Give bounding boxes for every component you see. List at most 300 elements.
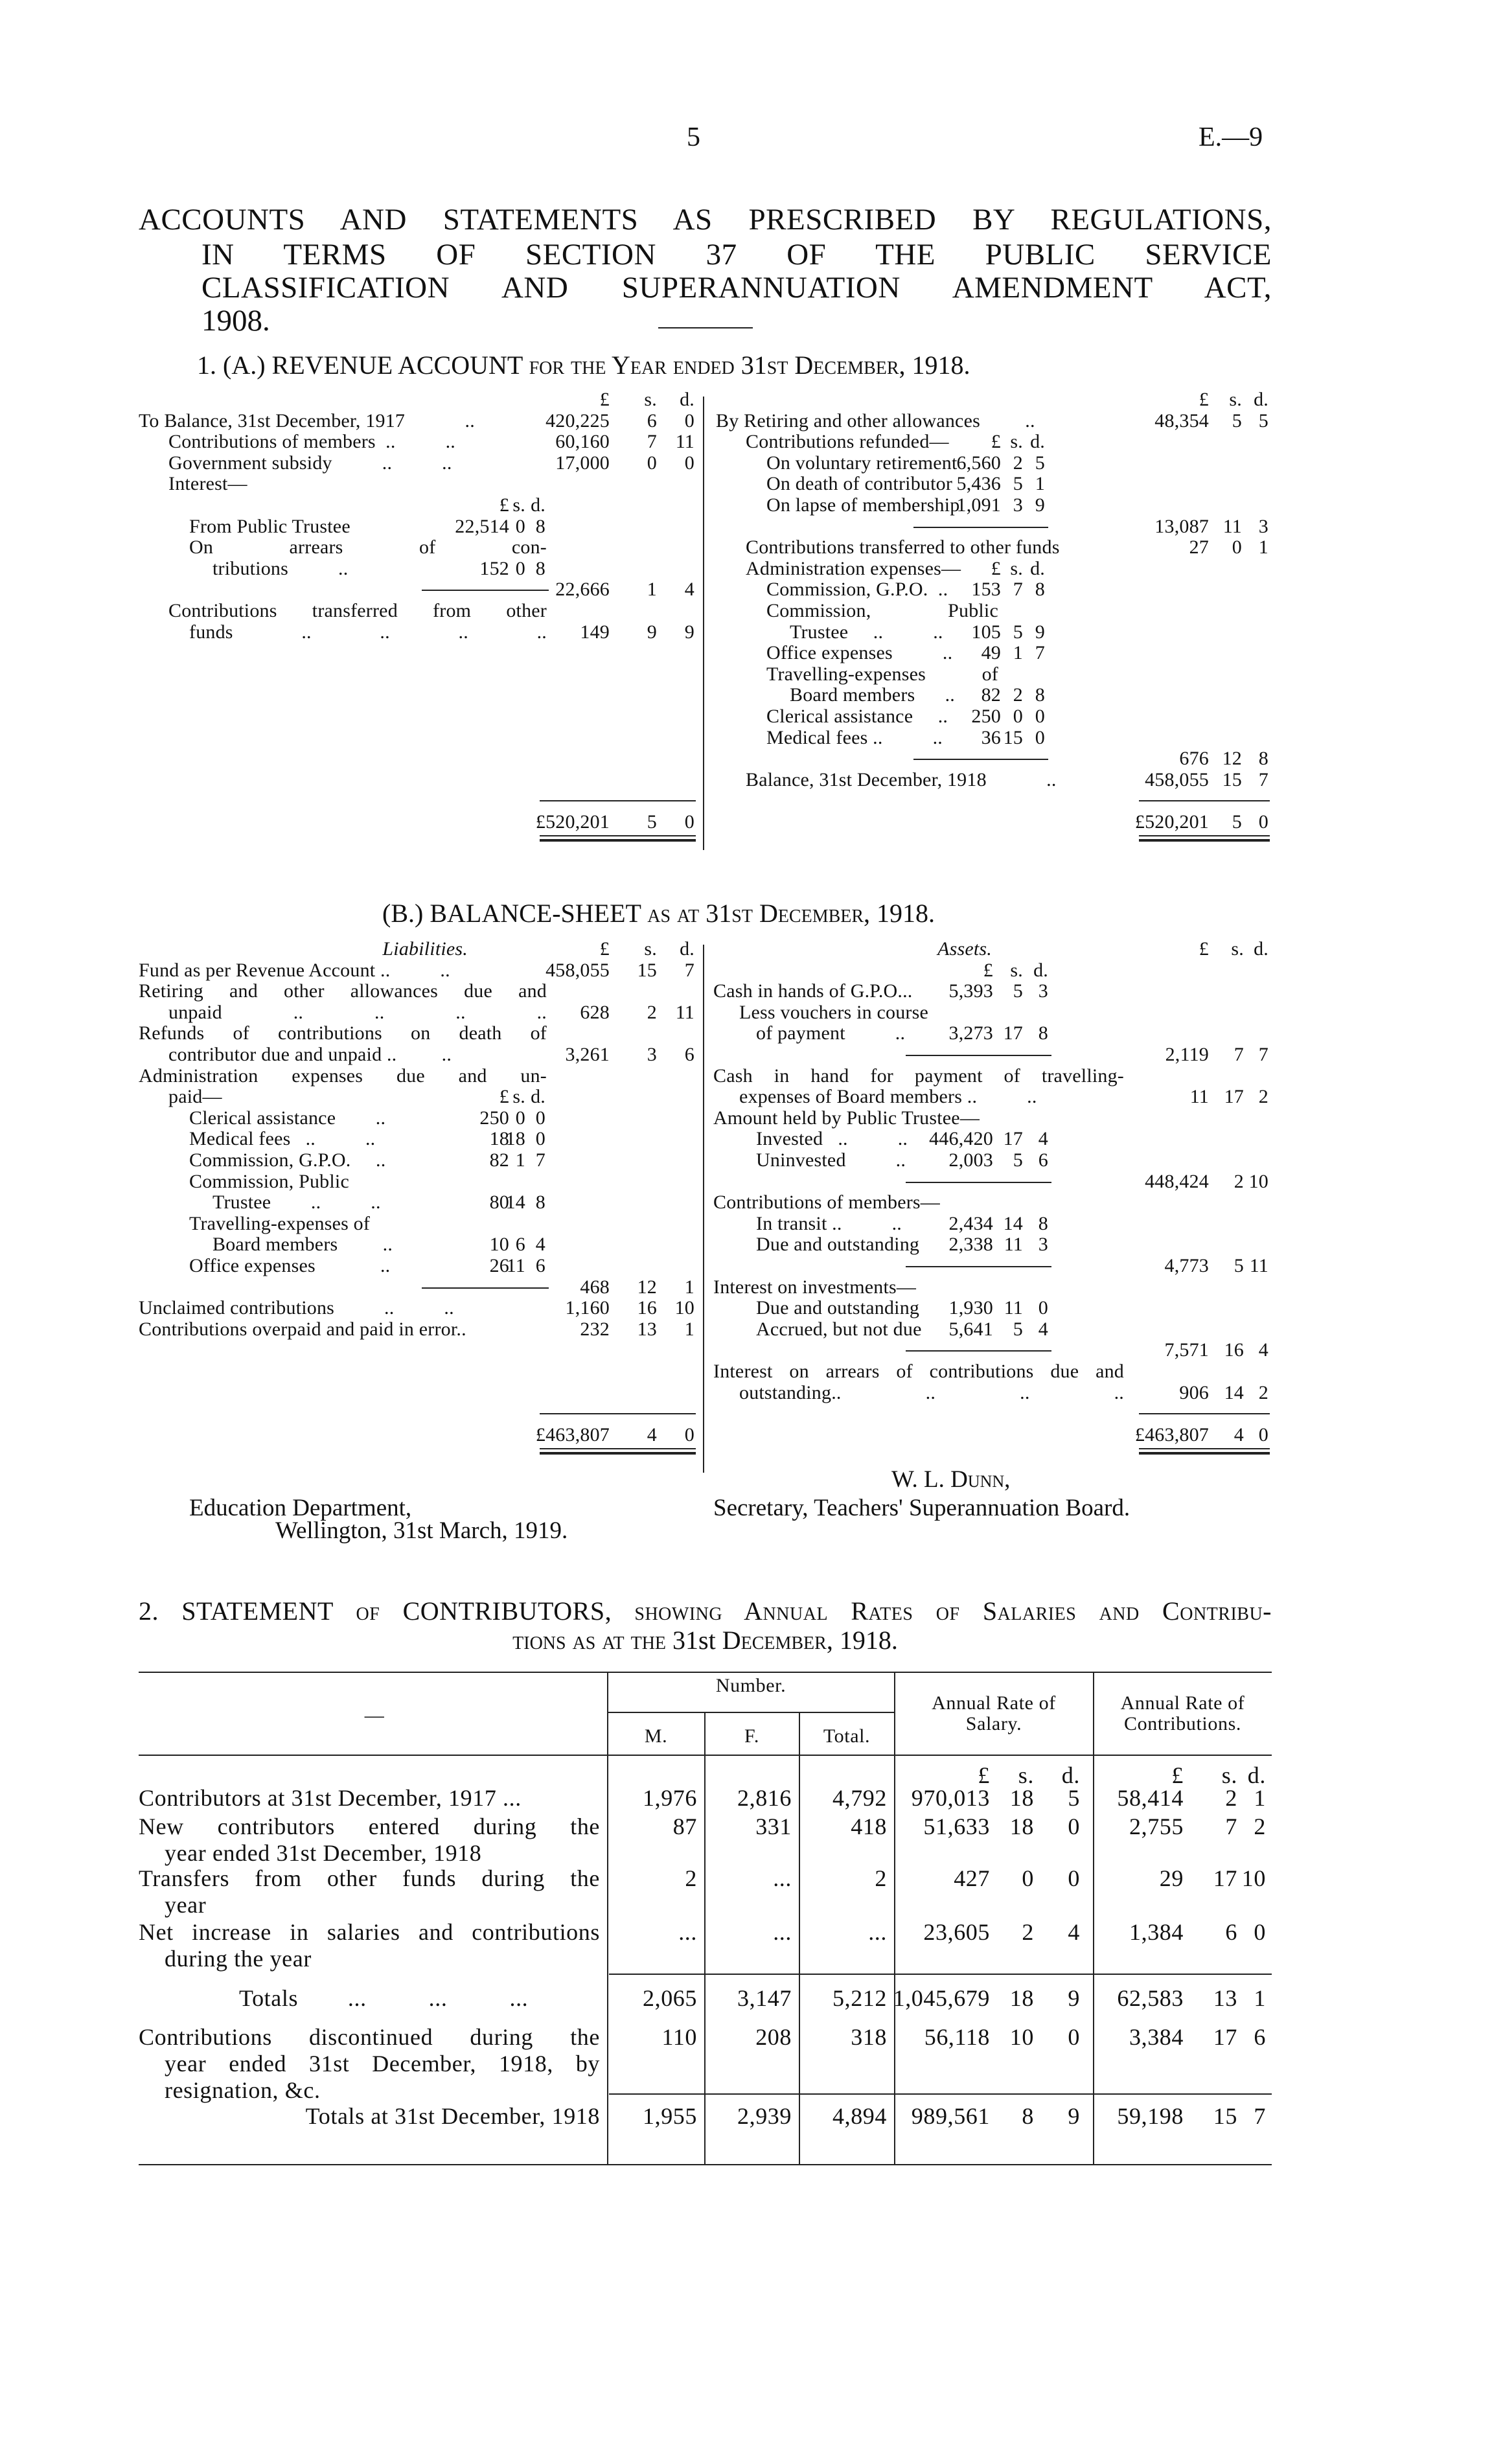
entry-label: Interest on arrears of contributions due and [713,1361,1124,1382]
amount-pounds: 13,087 [1154,515,1209,537]
sub-amount-shillings: s. [1010,557,1023,579]
entry-label: tributions .. [212,557,349,579]
amount-pence: 7 [684,959,694,981]
total-count: 2 [875,1865,887,1891]
salary-pounds: 970,013 [911,1785,990,1811]
male-count: 2 [685,1865,697,1891]
sub-amount-pounds: 2,003 [948,1149,993,1171]
sub-amount-pence: 9 [1035,494,1045,516]
contributors-table [139,0,1272,2203]
sub-amount-shillings: 11 [506,1255,525,1276]
contrib-shillings: 2 [1225,1785,1237,1811]
sub-amount-pence: 7 [535,1149,545,1171]
entry-label: Unclaimed contributions .. .. [139,1297,454,1319]
amount-pounds: 676 [1179,748,1209,770]
sub-amount-pounds: 22,514 [455,515,509,537]
header-male: M. [644,1725,668,1747]
amount-shillings: 6 [647,409,657,432]
amount-shillings: 2 [1234,1170,1244,1192]
total-pounds: £463,807 [1134,1423,1209,1445]
salary-pence: 5 [1068,1785,1080,1811]
sub-amount-pounds: 2,434 [948,1212,993,1234]
salary-shillings: 10 [1009,2024,1034,2050]
entry-label: Clerical assistance .. [766,706,948,727]
total-count: 418 [851,1813,887,1839]
entry-label: From Public Trustee [189,515,350,537]
sub-amount-pence: 8 [1035,579,1045,601]
place-date-line: Wellington, 31st March, 1919. [275,1517,568,1544]
signatory-name: W. L. Dunn, [891,1466,1011,1493]
amount-pence: d. [680,938,694,960]
sub-amount-shillings: 6 [515,1234,525,1256]
salary-pounds: 56,118 [924,2024,990,2050]
sub-amount-pounds: 18 [489,1128,509,1150]
male-count: 110 [661,2024,697,2050]
amount-pounds: £ [599,389,610,410]
salary-unit: d. [1061,1762,1080,1788]
row-label-line: Contributions discontinued during the [139,2024,600,2050]
sub-amount-pounds: £ [499,1086,509,1108]
sub-amount-pence: 1 [1035,473,1045,495]
table-bottom-rule [139,2164,1272,2165]
column-divider [799,1712,800,2164]
contrib-shillings: 6 [1225,1919,1237,1945]
sub-amount-pounds: £ [991,431,1001,453]
sub-amount-pounds: £ [991,557,1001,579]
sub-amount-pounds: 5,641 [948,1318,993,1340]
contrib-pounds: 2,755 [1129,1813,1184,1839]
amount-shillings: 5 [1234,1255,1244,1276]
subtotal-rule [609,1974,1272,1975]
statement-title-part: 2. STATEMENT [139,1596,356,1626]
amount-pounds: 628 [580,1001,610,1023]
female-count: ... [773,1919,792,1945]
entry-label: On death of contributor [766,473,953,495]
total-pounds: £520,201 [1134,811,1209,833]
sub-amount-shillings: 18 [505,1128,525,1150]
total-shillings: 5 [647,811,657,833]
row-label-line: Net increase in salaries and contributions [139,1919,600,1945]
sub-amount-pounds: 3,273 [948,1022,993,1044]
entry-label: contributor due and unpaid .. .. [168,1044,452,1065]
header-blank-dash: — [364,1705,385,1726]
amount-pence: 5 [1258,409,1268,432]
subtotal-rule [609,2093,1272,2095]
salary-shillings: 18 [1009,1813,1034,1839]
sub-amount-shillings: 11 [1004,1297,1023,1319]
amount-pounds: 906 [1179,1381,1209,1403]
sub-amount-shillings: 14 [1003,1212,1023,1234]
sub-amount-shillings: 5 [1013,621,1023,643]
amount-shillings: 9 [647,621,657,643]
entry-label: Due and outstanding [756,1234,920,1256]
entry-label: Retiring and other allowances due and [139,980,547,1002]
sub-amount-pence: d. [1030,557,1045,579]
sub-amount-pounds: 1,930 [948,1297,993,1319]
statement-title-part: showing Annual Rates of Salaries and Contribu- [634,1596,1272,1626]
sub-amount-shillings: s. [1010,431,1023,453]
amount-pounds: 27 [1189,536,1209,558]
sub-amount-pence: 0 [1038,1297,1048,1319]
sub-amount-pounds: 446,420 [929,1128,993,1150]
amount-shillings: s. [644,938,657,960]
amount-shillings: 7 [647,431,657,453]
amount-pounds: 4,773 [1164,1255,1209,1276]
salary-pounds: 23,605 [923,1919,990,1945]
sub-amount-pence: 0 [535,1128,545,1150]
sub-amount-pence: d. [531,494,545,516]
revenue-heading-sub: for the Year ended 31st December, 1918. [529,351,970,380]
sub-amount-pence: 3 [1038,1234,1048,1256]
header-contrib-1: Annual Rate of [1120,1692,1245,1714]
female-count: 2,939 [737,2103,792,2129]
amount-pence: 10 [674,1297,694,1319]
salary-pounds: 989,561 [911,2103,990,2129]
entry-label: Interest— [168,473,247,495]
salary-pounds: 427 [954,1865,990,1891]
column-caption: Assets. [937,938,992,960]
sub-amount-shillings: 3 [1013,494,1023,516]
column-caption: Liabilities. [382,938,468,960]
entry-label: Commission, Public [189,1170,349,1192]
report-code: E.—9 [1199,122,1263,152]
page-number: 5 [687,122,700,152]
contrib-pounds: 62,583 [1117,1985,1184,2011]
contrib-unit: £ [1171,1762,1184,1788]
amount-pounds: £ [1199,938,1209,960]
amount-pounds: 458,055 [1145,768,1209,790]
entry-label: Contributions refunded— [746,431,949,453]
table-top-rule [139,1672,1272,1673]
title-line-1: ACCOUNTS AND STATEMENTS AS PRESCRIBED BY REGULATIONS, [139,203,1272,236]
sub-amount-shillings: 0 [1013,706,1023,727]
amount-pounds: 468 [580,1276,610,1298]
entry-label: Cash in hands of G.P.O... [713,980,913,1002]
amount-pounds: 22,666 [555,579,610,601]
sub-amount-pounds: 6,560 [956,452,1001,474]
amount-shillings: 0 [647,452,657,474]
sub-amount-shillings: 11 [1004,1234,1023,1256]
amount-pence: 3 [1258,515,1268,537]
amount-pence: 9 [684,621,694,643]
amount-pounds: 458,055 [545,959,610,981]
contrib-unit: s. [1221,1762,1237,1788]
total-shillings: 4 [1234,1423,1244,1445]
header-total: Total. [823,1725,871,1747]
total-pence: 0 [1258,811,1268,833]
male-count: 1,955 [643,2103,697,2129]
salary-shillings: 18 [1009,1985,1034,2011]
amount-pounds: 48,354 [1154,409,1209,432]
entry-label: Invested .. .. [756,1128,908,1150]
male-count: 2,065 [643,1985,697,2011]
amount-shillings: 11 [1222,515,1242,537]
amount-shillings: 16 [1224,1339,1244,1361]
sub-amount-shillings: s. [512,1086,525,1108]
sub-amount-pounds: 5,436 [956,473,1001,495]
sub-amount-pence: 4 [535,1234,545,1256]
contrib-pence: 10 [1241,1865,1266,1891]
statement-title-part: CONTRIBUTORS, [380,1596,635,1626]
entry-label: Administration expenses— [746,557,961,579]
row-label-line: Contributors at 31st December, 1917 ... [139,1785,522,1811]
entry-label: On arrears of con- [189,536,547,558]
amount-pence: d. [1254,938,1268,960]
contrib-pence: 1 [1254,1785,1266,1811]
sub-amount-shillings: 7 [1013,579,1023,601]
sub-amount-shillings: 17 [1003,1128,1023,1150]
entry-label: Contributions transferred from other [168,600,547,621]
amount-pence: 11 [1249,1255,1268,1276]
contrib-pence: 7 [1254,2103,1266,2129]
sub-amount-shillings: 14 [505,1192,525,1214]
amount-pence: 11 [675,1001,694,1023]
sub-amount-pounds: 250 [479,1107,509,1129]
sub-amount-pence: 0 [1035,726,1045,748]
entry-label: Trustee .. .. [212,1192,381,1214]
entry-label: Uninvested .. [756,1149,906,1171]
sub-amount-shillings: 5 [1013,1149,1023,1171]
amount-pounds: 232 [580,1318,610,1340]
header-salary-2: Salary. [965,1713,1022,1734]
sub-amount-shillings: 2 [1013,452,1023,474]
entry-label: Less vouchers in course [739,1001,929,1023]
amount-shillings: 12 [1222,748,1242,770]
amount-pounds: £ [1199,389,1209,410]
amount-pence: 0 [684,452,694,474]
entry-label: paid— [168,1086,222,1108]
contrib-pence: 0 [1254,1919,1266,1945]
amount-pence: 1 [684,1276,694,1298]
amount-shillings: s. [1229,389,1242,410]
entry-label: Office expenses .. [189,1255,391,1276]
sub-amount-pounds: 82 [489,1149,509,1171]
balance-heading-sub: as at 31st December, 1918. [647,899,935,928]
sub-amount-shillings: 2 [1013,684,1023,706]
sub-amount-pence: 7 [1035,642,1045,664]
amount-pounds: 420,225 [545,409,610,432]
amount-shillings: 15 [1222,768,1242,790]
sub-amount-pounds: 152 [479,557,509,579]
salary-pence: 0 [1068,1865,1080,1891]
statement-title-part: tions as at the [512,1626,667,1655]
amount-shillings: 17 [1224,1086,1244,1108]
entry-label: Contributions of members .. .. [168,431,455,453]
amount-shillings: 14 [1224,1381,1244,1403]
row-label-line: Transfers from other funds during the [139,1865,600,1891]
amount-pounds: 7,571 [1164,1339,1209,1361]
sub-amount-shillings: 0 [515,1107,525,1129]
amount-shillings: 5 [1232,409,1242,432]
amount-pence: 7 [1258,1044,1268,1065]
entry-label: Board members .. [790,684,955,706]
total-count: 4,894 [832,2103,887,2129]
salary-shillings: 8 [1022,2103,1034,2129]
amount-pence: 2 [1258,1381,1268,1403]
entry-label: By Retiring and other allowances .. [716,409,1035,432]
entry-label: Commission, G.P.O. .. [766,579,948,601]
female-count: ... [773,1865,792,1891]
contrib-shillings: 7 [1225,1813,1237,1839]
entry-label: of payment .. [756,1022,906,1044]
amount-pounds: 2,119 [1165,1044,1209,1065]
salary-pence: 9 [1068,1985,1080,2011]
sub-amount-shillings: s. [1010,959,1023,981]
entry-label: Balance, 31st December, 1918 .. [746,768,1057,790]
sub-amount-pence: 6 [1038,1149,1048,1171]
amount-shillings: 0 [1232,536,1242,558]
entry-label: Commission, Public [766,600,998,621]
title-line-2: IN TERMS OF SECTION 37 OF THE PUBLIC SERVICE [201,238,1272,271]
header-female: F. [744,1725,759,1747]
entry-label: Travelling-expenses of [189,1212,371,1234]
row-label-line: year ended 31st December, 1918, by [165,2051,600,2077]
total-pence: 0 [1258,1423,1268,1445]
amount-pounds: 17,000 [555,452,610,474]
salary-unit: £ [978,1762,990,1788]
header-salary-1: Annual Rate of [932,1692,1056,1714]
entry-label: Refunds of contributions on death of [139,1022,547,1044]
salary-unit: s. [1018,1762,1034,1788]
sub-amount-pounds: 105 [971,621,1001,643]
amount-pence: 4 [684,579,694,601]
total-count: 4,792 [832,1785,887,1811]
column-divider [704,1712,706,2164]
contrib-pounds: 59,198 [1117,2103,1184,2129]
sub-amount-pence: 0 [1035,706,1045,727]
row-label-line: resignation, &c. [165,2077,321,2103]
entry-label: Administration expenses due and un- [139,1065,547,1087]
total-shillings: 5 [1232,811,1242,833]
header-number: Number. [715,1675,786,1696]
title-line-3: CLASSIFICATION AND SUPERANNUATION AMENDMENT ACT, [201,271,1272,305]
amount-pence: 0 [684,409,694,432]
amount-shillings: 15 [637,959,657,981]
entry-label: Trustee .. .. [790,621,943,643]
salary-pence: 0 [1068,1813,1080,1839]
entry-label: Travelling-expenses of [766,663,998,685]
sub-amount-shillings: 0 [515,515,525,537]
amount-pounds: 3,261 [565,1044,610,1065]
salary-pounds: 1,045,679 [893,1985,990,2011]
sub-amount-pounds: 153 [971,579,1001,601]
amount-pence: 6 [684,1044,694,1065]
entry-label: expenses of Board members .. .. [739,1086,1037,1108]
sub-amount-pence: d. [1030,431,1045,453]
sub-amount-shillings: s. [512,494,525,516]
row-label-line: Totals ... ... ... [239,1985,529,2011]
amount-pence: 4 [1258,1339,1268,1361]
sub-amount-pounds: £ [499,494,509,516]
amount-pence: 1 [1258,536,1268,558]
amount-shillings: 7 [1234,1044,1244,1065]
salary-shillings: 18 [1009,1785,1034,1811]
total-pounds: £520,201 [535,811,610,833]
sub-amount-shillings: 0 [515,557,525,579]
entry-label: Contributions of members— [713,1192,940,1214]
salary-pounds: 51,633 [923,1813,990,1839]
entry-label: Due and outstanding [756,1297,920,1319]
sub-amount-shillings: 5 [1013,473,1023,495]
female-count: 2,816 [737,1785,792,1811]
amount-shillings: 2 [647,1001,657,1023]
contrib-unit: d. [1247,1762,1266,1788]
contrib-shillings: 15 [1213,2103,1237,2129]
revenue-heading-main: 1. (A.) REVENUE ACCOUNT [197,351,529,380]
amount-pence: d. [680,389,694,410]
amount-pence: 1 [684,1318,694,1340]
total-pence: 0 [684,1423,694,1445]
female-count: 3,147 [737,1985,792,2011]
sub-amount-pounds: 36 [981,726,1001,748]
entry-label: Accrued, but not due [756,1318,922,1340]
amount-pence: 2 [1258,1086,1268,1108]
salary-pence: 9 [1068,2103,1080,2129]
amount-pence: 8 [1258,748,1268,770]
salary-shillings: 0 [1022,1865,1034,1891]
salary-pence: 4 [1068,1919,1080,1945]
sub-amount-pence: 5 [1035,452,1045,474]
entry-label: Cash in hand for payment of travelling- [713,1065,1124,1087]
balance-heading-main: (B.) BALANCE-SHEET [382,899,648,928]
header-contrib-2: Contributions. [1124,1713,1241,1734]
sub-amount-pounds: 49 [981,642,1001,664]
contrib-shillings: 17 [1213,2024,1237,2050]
contrib-shillings: 17 [1213,1865,1237,1891]
entry-label: Medical fees .. .. [766,726,943,748]
statement-title-part: December, 1918. [722,1626,898,1655]
male-count: 1,976 [643,1785,697,1811]
salary-shillings: 2 [1022,1919,1034,1945]
amount-pounds: 1,160 [565,1297,610,1319]
male-count: ... [678,1919,697,1945]
contrib-pence: 1 [1254,1985,1266,2011]
sub-amount-pence: d. [1033,959,1048,981]
sub-amount-shillings: 5 [1013,1318,1023,1340]
amount-pence: 10 [1248,1170,1268,1192]
row-label-line: Totals at 31st December, 1918 [305,2103,600,2129]
row-label-line: year ended 31st December, 1918 [165,1840,482,1866]
entry-label: Board members .. [212,1234,393,1256]
amount-shillings: s. [644,389,657,410]
row-label-line: during the year [165,1946,312,1972]
total-pounds: £463,807 [535,1423,610,1445]
entry-label: In transit .. .. [756,1212,902,1234]
contrib-pounds: 3,384 [1129,2024,1184,2050]
sub-amount-pence: 0 [535,1107,545,1129]
entry-label: To Balance, 31st December, 1917 .. [139,409,475,432]
female-count: 331 [755,1813,792,1839]
department-line: Education Department, [189,1495,412,1521]
entry-label: Clerical assistance .. [189,1107,386,1129]
entry-label: funds .. .. .. .. [189,621,547,643]
amount-shillings: 3 [647,1044,657,1065]
total-pence: 0 [684,811,694,833]
sub-amount-pence: 3 [1038,980,1048,1002]
entry-label: Contributions overpaid and paid in error.. [139,1318,466,1340]
sub-amount-pounds: 1,091 [956,494,1001,516]
entry-label: Medical fees .. .. [189,1128,376,1150]
sub-amount-pounds: 82 [981,684,1001,706]
contrib-shillings: 13 [1213,1985,1237,2011]
sub-amount-pounds: 5,393 [948,980,993,1002]
sub-amount-pounds: 26 [489,1255,509,1276]
total-count: ... [868,1919,887,1945]
sub-amount-shillings: 17 [1003,1022,1023,1044]
sub-amount-pence: d. [531,1086,545,1108]
entry-label: On lapse of membership [766,494,960,516]
statement-title-part: of [356,1596,380,1626]
